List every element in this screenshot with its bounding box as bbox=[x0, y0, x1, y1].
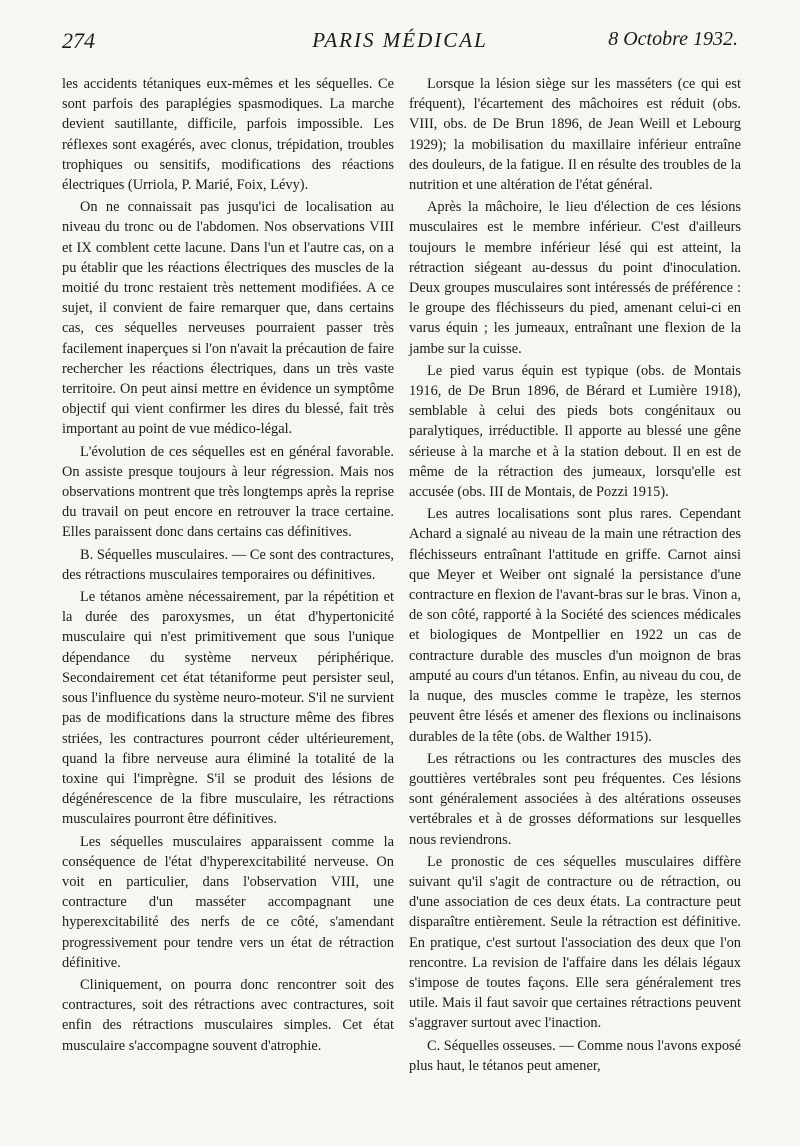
paragraph: Le pied varus équin est typique (obs. de Montais 1916, de De Brun 1896, de Bérard et Lumière 1918), semblable à celui des pieds bots congénitaux ou paralytiques, irréductible. Il apporte au blessé une gêne sérieuse à la marche et à la station debout. Il en est de même de la rétraction des jumeaux, lorsqu'elle est accusée (obs. III de Montais, de Pozzi 1915). bbox=[409, 362, 741, 501]
journal-title: PARIS MÉDICAL bbox=[312, 28, 488, 52]
paragraph: L'évolution de ces séquelles est en général favorable. On assiste presque toujours à leur régression. Mais nos observations montrent que très longtemps après la reprise du travail on peut encore en retrouver la trace certaine. Elles paraissent donc dans certains cas définitives. bbox=[62, 443, 394, 541]
right-column bbox=[409, 74, 741, 1078]
paragraph: Le tétanos amène nécessairement, par la répétition et la durée des paroxysmes, un état d'hypertonicité musculaire qui n'est primitivement que sous l'unique dépendance du système nerveux périphérique. Secondairement cet état tétaniforme peut persister seul, sous l'influence du système neuro-moteur. S'il ne survient pas de modifications dans la structure même des fibres striées, les contractures pourront céder ultérieurement, quand la fibre nerveuse aura éliminé la totalité de la toxine qui l'imprègne. S'il se produit des lésions de dégénérescence de la fibre musculaire, les rétractions musculaires pourront être définitives. bbox=[62, 589, 394, 828]
page-number: 274 bbox=[62, 28, 95, 53]
paragraph: Les autres localisations sont plus rares. Cependant Achard a signalé au niveau de la main une rétraction des fléchisseurs entraînant l'attitude en griffe. Carnot ainsi que Meyer et Weiber ont signalé la persistance d'une contracture en flexion de l'avant-bras sur le bras. Vinon a, de son côté, rapporté à la Société des sciences médicales et biologiques de Montpellier en 1922 un cas de contracture durable des muscles d'un moignon de bras amputé au cours d'un tétanos. Enfin, au niveau du cou, de la nuque, des muscles comme le trapèze, les sternos peuvent être lésés et amener des flexions ou inclinaisons durables de la tête (obs. de Walther 1915). bbox=[409, 506, 741, 745]
section-heading-c: C. Séquelles osseuses. — Comme nous l'avons exposé plus haut, le tétanos peut amener, bbox=[409, 1037, 741, 1074]
paragraph: Les séquelles musculaires apparaissent comme la conséquence de l'état d'hyperexcitabilité nerveuse. On voit en particulier, dans l'observation VIII, une contracture d'un masséter accompagnant une hyperexcitabilité des nerfs de ce côté, s'amendant progressivement pour tendre vers un état de rétraction définitive. bbox=[62, 833, 394, 971]
issue-date: 8 Octobre 1932. bbox=[608, 28, 738, 50]
paragraph: Après la mâchoire, le lieu d'élection de ces lésions musculaires est le membre inférieur. C'est d'ailleurs toujours le membre inférieur lésé qui est atteint, la rétraction siégeant au-dessus du point d'inoculation. Deux groupes musculaires sont intéressés de préférence : le groupe des fléchisseurs du pied, amenant celui-ci en varus équin ; les jumeaux, entraînant une flexion de la jambe sur la cuisse. bbox=[409, 199, 741, 357]
left-column bbox=[62, 74, 394, 1058]
section-heading-b: B. Séquelles musculaires. — Ce sont des contractures, des rétractions musculaires temporaires ou définitives. bbox=[62, 546, 394, 583]
paragraph: Le pronostic de ces séquelles musculaires diffère suivant qu'il s'agit de contracture ou de rétraction, ou d'une association de ces deux états. La contracture peut disparaître entièrement. Seule la rétraction est définitive. En pratique, c'est surtout l'association des deux que l'on rencontre. La revision de l'affaire dans les délais légaux s'impose de toutes façons. Elle sera généralement tres utile. Mais il faut savoir que certaines rétractions peuvent s'aggraver surtout avec l'inaction. bbox=[409, 853, 741, 1032]
paragraph: On ne connaissait pas jusqu'ici de localisation au niveau du tronc ou de l'abdomen. Nos observations VIII et IX comblent cette lacune. Dans l'un et l'autre cas, on a pu établir que les réactions électriques des muscles de la moitié du tronc restaient très nettement modifiées. A ce sujet, il convient de faire remarquer que, dans certains cas, ces séquelles nerveuses pourraient passer très facilement inaperçues si l'on n'avait la précaution de faire rechercher les réactions électriques, dans un très vaste territoire. On peut ainsi mettre en évidence un symptôme objectif qui vient confirmer les dires du blessé, fait très important au point de vue médico-légal. bbox=[62, 199, 394, 438]
paragraph: les accidents tétaniques eux-mêmes et les séquelles. Ce sont parfois des paraplégies spasmodiques. La marche devient sautillante, difficile, parfois impossible. Les réflexes sont exagérés, avec clonus, trépidation, troubles trophiques ou sensitifs, modifications des réactions électriques (Urriola, P. Marié, Foix, Lévy). bbox=[62, 76, 394, 194]
running-header bbox=[62, 22, 738, 62]
paragraph: Les rétractions ou les contractures des muscles des gouttières vertébrales sont peu fréquentes. Ces lésions sont généralement associées à des altérations osseuses vertébrales et à de grosses déformations sur lesquelles nous reviendrons. bbox=[409, 750, 741, 848]
paragraph: Lorsque la lésion siège sur les masséters (ce qui est fréquent), l'écartement des mâchoires est réduit (obs. VIII, obs. de De Brun 1896, de Jean Weill et Lebourg 1929); la mobilisation du maxillaire inférieur entraîne des douleurs, de la fatigue. Il en résulte des troubles de la nutrition et une altération de l'état général. bbox=[409, 76, 741, 194]
paragraph: Cliniquement, on pourra donc rencontrer soit des contractures, soit des rétractions avec contractures, soit enfin des rétractions musculaires simples. Cet état musculaire s'accompagne souvent d'atrophie. bbox=[62, 976, 394, 1054]
